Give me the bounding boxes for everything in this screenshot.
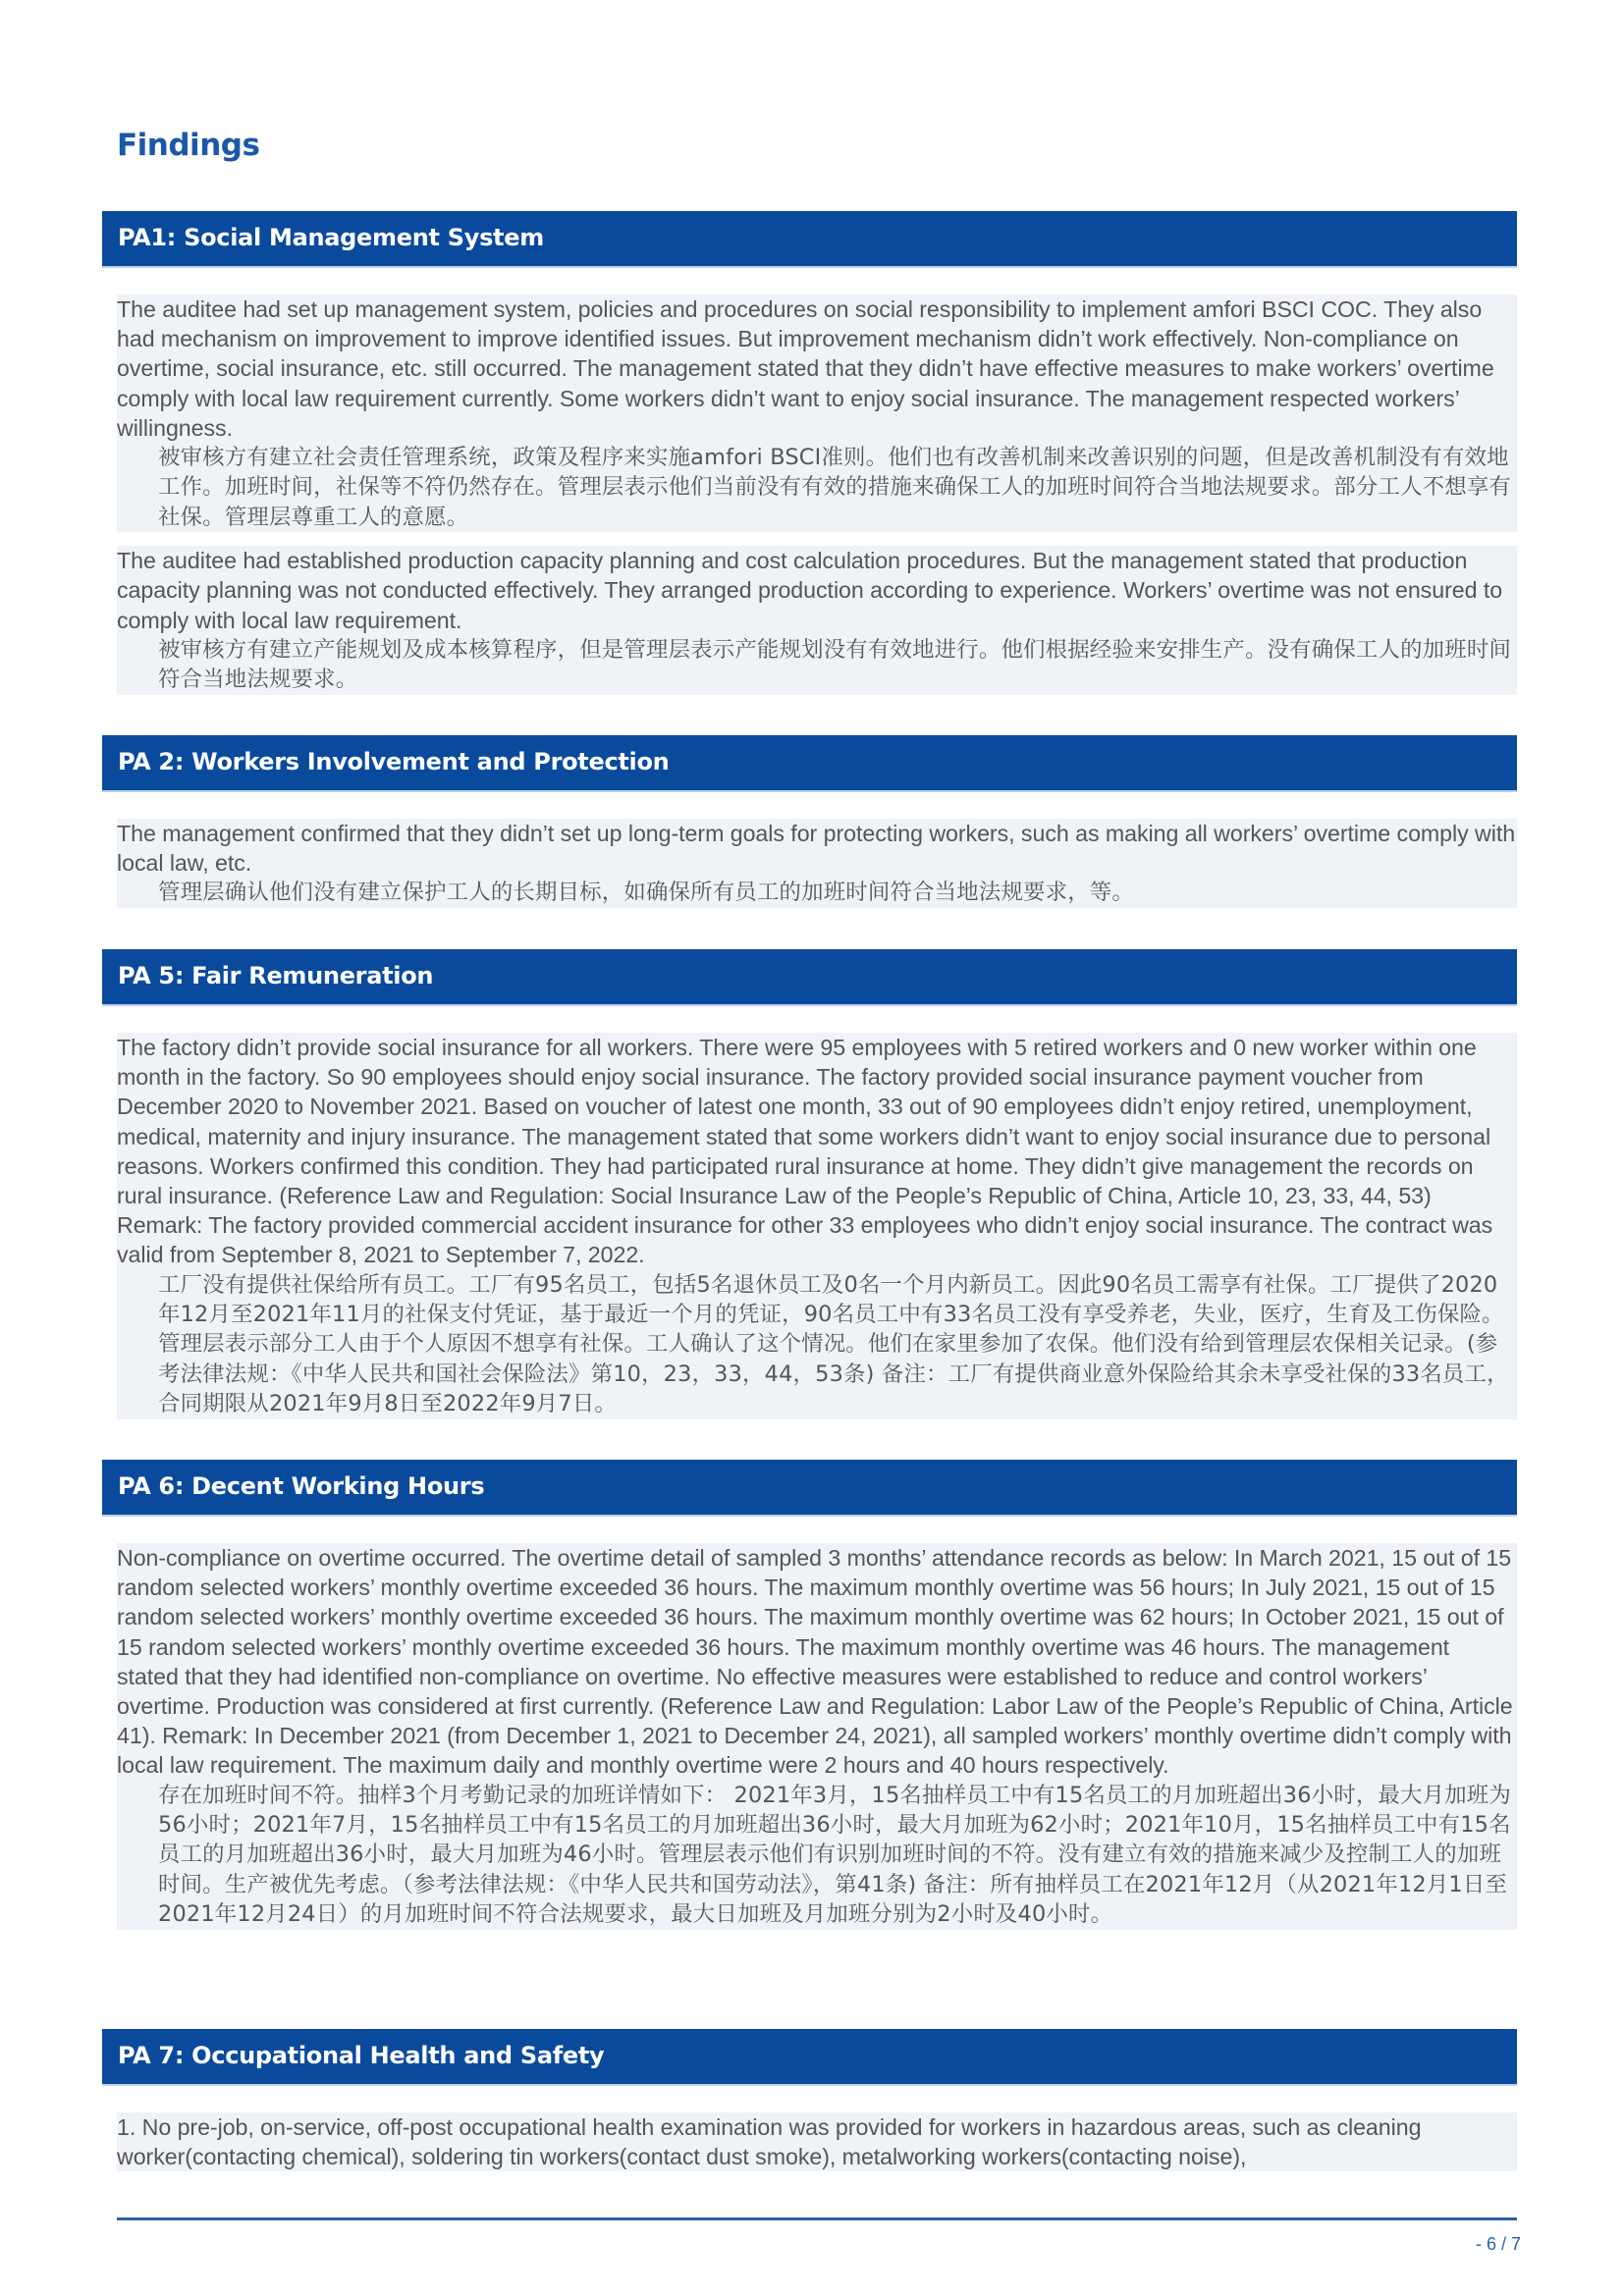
finding-en: Non-compliance on overtime occurred. The overtime detail of sampled 3 months’ attendance records as below: In March 2021, 15 out of 15 random selected workers’ monthly overtime exceeded 36 hours. The maximum monthly overtime was 56 hours; In July 2021, 15 out of 15 random selected workers’ monthly overtime exceeded 36 hours. The maximum monthly overtime was 62 hours; In October 2021, 15 out of 15 random selected workers’ monthly overtime exceeded 36 hours. The maximum monthly overtime was 46 hours. The management stated that they had identified non-compliance on overtime. No effective measures were established to reduce and control workers’ overtime. Production was considered at first currently. (Reference Law and Regulation: Labor Law of the People’s Republic of China, Article 41). Remark: In December 2021 (from December 1, 2021 to December 24, 2021), all sampled workers’ monthly overtime didn’t comply with local law requirement. The maximum daily and monthly overtime were 2 hours and 40 hours respectively.: [117, 1545, 1513, 1779]
section-title: PA 6: Decent Working Hours: [118, 1472, 485, 1500]
finding-cn: 存在加班时间不符。抽样3个月考勤记录的加班详情如下： 2021年3月，15名抽样员工中有15名员工的月加班超出36小时，最大月加班为56小时；2021年7月，15名抽样员工中有15名员工的月加班超出36小时，最大月加班为62小时；2021年10月，15名抽样员工中有15名员工的月加班超出36小时，最大月加班为46小时。管理层表示他们有识别加班时间的不符。没有建立有效的措施来减少及控制工人的加班时间。生产被优先考虑。（参考法律法规：《中华人民共和国劳动法》，第41条) 备注：所有抽样员工在2021年12月（从2021年12月1日至2021年12月24日）的月加班时间不符合法规要求，最大日加班及月加班分别为2小时及40小时。: [158, 1782, 1511, 1928]
footer-divider: [117, 2217, 1517, 2220]
section-header-pa5: [102, 949, 1517, 1006]
finding-en: The auditee had established production capacity planning and cost calculation procedures. But the management stated that production capacity planning was not conducted effectively. They arranged production according to experience. Workers’ overtime was not ensured to comply with local law requirement.: [117, 548, 1503, 633]
section-title: PA1: Social Management System: [118, 224, 544, 251]
finding-cn: 工厂没有提供社保给所有员工。工厂有95名员工，包括5名退休员工及0名一个月内新员工。因此90名员工需享有社保。工厂提供了2020年12月至2021年11月的社保支付凭证，基于最近一个月的凭证，90名员工中有33名员工没有享受养老，失业，医疗，生育及工伤保险。管理层表示部分工人由于个人原因不想享有社保。工人确认了这个情况。他们在家里参加了农保。他们没有给到管理层农保相关记录。(参考法律法规：《中华人民共和国社会保险法》第10，23，33，44，53条) 备注：工厂有提供商业意外保险给其余未享受社保的33名员工，合同期限从2021年9月8日至2022年9月7日。: [158, 1271, 1509, 1417]
finding-en: The management confirmed that they didn’t set up long-term goals for protecting workers, such as making all workers’ overtime comply with local law, etc.: [117, 821, 1516, 877]
finding-cn: 管理层确认他们没有建立保护工人的长期目标，如确保所有员工的加班时间符合当地法规要求，等。: [158, 880, 1134, 906]
section-header-pa6: [102, 1460, 1517, 1517]
section-body-pa7: [117, 2112, 1517, 2171]
section-body-pa6: [117, 1543, 1517, 1930]
section-title: PA 7: Occupational Health and Safety: [118, 2042, 605, 2069]
section-header-pa1: [102, 211, 1517, 268]
paragraph-separator: [116, 532, 1518, 546]
section-body-pa1: [117, 294, 1517, 695]
page-number: - 6 / 7: [1475, 2234, 1521, 2254]
section-header-pa2: [102, 735, 1517, 792]
finding-en: The auditee had set up management system, policies and procedures on social responsibility to implement amfori BSCI COC. They also had mechanism on improvement to improve identified issues. But improvement mechanism didn’t work effectively. Non-compliance on overtime, social insurance, etc. still occurred. The management stated that they didn’t have effective measures to make workers’ overtime comply with local law requirement currently. Some workers didn’t want to enjoy social insurance. The management respected workers’ willingness.: [117, 296, 1494, 441]
section-body-pa5: [117, 1033, 1517, 1419]
finding-cn: 被审核方有建立产能规划及成本核算程序，但是管理层表示产能规划没有有效地进行。他们根据经验来安排生产。没有确保工人的加班时间符合当地法规要求。: [158, 636, 1512, 693]
page-title: Findings: [117, 128, 260, 163]
section-header-pa7: [102, 2029, 1517, 2086]
finding-cn: 被审核方有建立社会责任管理系统，政策及程序来实施amfori BSCI准则。他们也有改善机制来改善识别的问题，但是改善机制没有有效地工作。加班时间，社保等不符仍然存在。管理层表示他们当前没有有效的措施来确保工人的加班时间符合当地法规要求。部分工人不想享有社保。管理层尊重工人的意愿。: [158, 445, 1512, 530]
section-body-pa2: [117, 819, 1517, 908]
finding-en: 1. No pre-job, on-service, off-post occupational health examination was provided for workers in hazardous areas, such as cleaning worker(contacting chemical), soldering tin workers(contact dust smoke), metalworking workers(contacting noise),: [117, 2114, 1422, 2170]
finding-en: The factory didn’t provide social insurance for all workers. There were 95 employees with 5 retired workers and 0 new worker within one month in the factory. So 90 employees should enjoy social insurance. The factory provided social insurance payment voucher from December 2020 to November 2021. Based on voucher of latest one month, 33 out of 90 employees didn’t enjoy retired, unemployment, medical, maternity and injury insurance. The management stated that some workers didn’t want to enjoy social insurance due to personal reasons. Workers confirmed this condition. They had participated rural insurance at home. They didn’t give management the records on rural insurance. (Reference Law and Regulation: Social Insurance Law of the People’s Republic of China, Article 10, 23, 33, 44, 53) Remark: The factory provided commercial accident insurance for other 33 employees who didn’t enjoy social insurance. The contract was valid from September 8, 2021 to September 7, 2022.: [117, 1035, 1493, 1268]
section-title: PA 5: Fair Remuneration: [118, 962, 434, 989]
section-title: PA 2: Workers Involvement and Protection: [118, 748, 670, 775]
